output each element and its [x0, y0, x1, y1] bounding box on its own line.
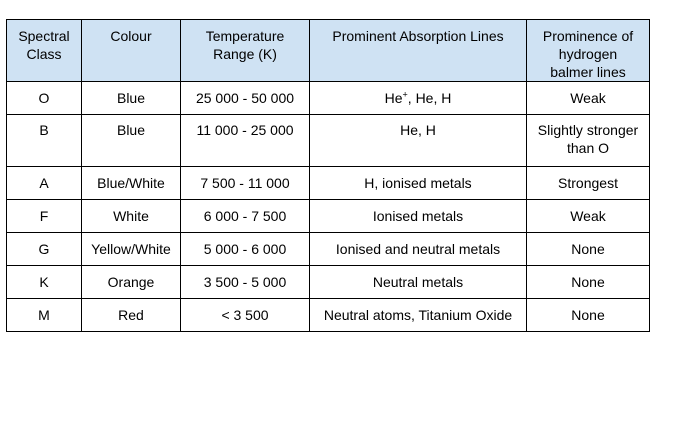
- cell-balmer: Weak: [527, 200, 650, 233]
- cell-balmer: None: [527, 299, 650, 332]
- cell-colour: Blue: [82, 115, 181, 167]
- cell-colour: Red: [82, 299, 181, 332]
- header-spectral-class: Spectral Class: [7, 20, 82, 82]
- header-row: [7, 20, 650, 82]
- cell-absorption-lines: Neutral metals: [310, 266, 527, 299]
- cell-class: G: [7, 233, 82, 266]
- cell-colour: White: [82, 200, 181, 233]
- table-row-g: [7, 233, 650, 266]
- ion-symbol: He: [384, 90, 403, 106]
- table-header: [7, 20, 650, 82]
- cell-balmer: Weak: [527, 82, 650, 115]
- table-row-a: [7, 167, 650, 200]
- cell-balmer: None: [527, 266, 650, 299]
- cell-temperature: 7 500 - 11 000: [181, 167, 310, 200]
- cell-absorption-lines: Ionised and neutral metals: [310, 233, 527, 266]
- cell-class: O: [7, 82, 82, 115]
- cell-class: K: [7, 266, 82, 299]
- table-row-f: [7, 200, 650, 233]
- cell-absorption-lines: Ionised metals: [310, 200, 527, 233]
- cell-temperature: 5 000 - 6 000: [181, 233, 310, 266]
- cell-class: A: [7, 167, 82, 200]
- cell-colour: Orange: [82, 266, 181, 299]
- ion-charge: +: [402, 89, 408, 100]
- cell-absorption-lines: Neutral atoms, Titanium Oxide: [310, 299, 527, 332]
- cell-temperature: 3 500 - 5 000: [181, 266, 310, 299]
- header-temperature-range: Temperature Range (K): [181, 20, 310, 82]
- table-row-k: [7, 266, 650, 299]
- cell-class: M: [7, 299, 82, 332]
- cell-absorption-lines: [310, 82, 527, 115]
- header-absorption-lines: Prominent Absorption Lines: [310, 20, 527, 82]
- cell-balmer: Slightly stronger than O: [527, 115, 650, 167]
- cell-colour: Blue/White: [82, 167, 181, 200]
- cell-class: B: [7, 115, 82, 167]
- absorption-lines-rest: , He, H: [407, 90, 452, 106]
- table-row-b: [7, 115, 650, 167]
- cell-class: F: [7, 200, 82, 233]
- cell-temperature: 25 000 - 50 000: [181, 82, 310, 115]
- cell-colour: Blue: [82, 82, 181, 115]
- table-row-m: [7, 299, 650, 332]
- cell-balmer: None: [527, 233, 650, 266]
- cell-absorption-lines: He, H: [310, 115, 527, 167]
- header-colour: Colour: [82, 20, 181, 82]
- spectral-class-table: [6, 19, 650, 332]
- cell-temperature: 11 000 - 25 000: [181, 115, 310, 167]
- table-row-o: [7, 82, 650, 115]
- table-body: [7, 82, 650, 332]
- cell-absorption-lines: H, ionised metals: [310, 167, 527, 200]
- cell-temperature: < 3 500: [181, 299, 310, 332]
- cell-balmer: Strongest: [527, 167, 650, 200]
- cell-colour: Yellow/White: [82, 233, 181, 266]
- spectral-class-table-container: [6, 19, 650, 332]
- cell-temperature: 6 000 - 7 500: [181, 200, 310, 233]
- header-balmer-prominence: Prominence of hydrogen balmer lines: [527, 20, 650, 82]
